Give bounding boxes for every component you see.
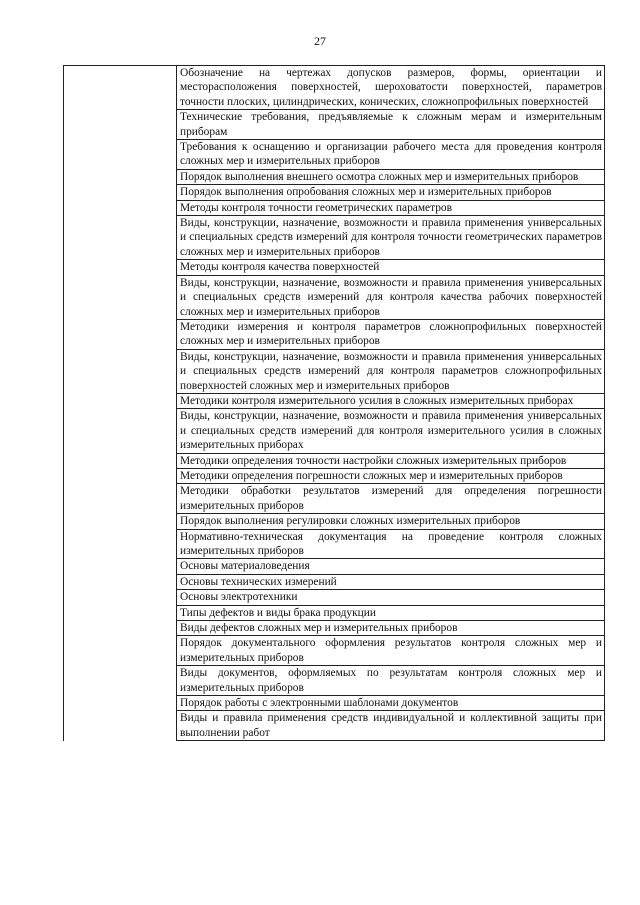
table-cell: Методики контроля измерительного усилия в сложных измерительных приборах	[177, 393, 605, 408]
table-cell: Порядок выполнения внешнего осмотра сложных мер и измерительных приборов	[177, 169, 605, 184]
table-cell: Требования к оснащению и организации рабочего места для проведения контроля сложных мер и измерительных приборов	[177, 140, 605, 170]
table-cell: Порядок работы с электронными шаблонами документов	[177, 696, 605, 711]
table-cell: Виды, конструкции, назначение, возможности и правила применения универсальных и специальных средств измерений для контроля качества рабочих поверхностей сложных мер и измерительных приборов	[177, 275, 605, 319]
table-cell: Методики определения точности настройки сложных измерительных приборов	[177, 453, 605, 468]
table-cell: Методики обработки результатов измерений для определения погрешности измерительных приборов	[177, 484, 605, 514]
table-cell: Основы электротехники	[177, 590, 605, 605]
table-cell: Виды, конструкции, назначение, возможности и правила применения универсальных и специальных средств измерений для контроля измерительного усилия в сложных измерительных приборах	[177, 409, 605, 453]
table-cell: Виды, конструкции, назначение, возможности и правила применения универсальных и специальных средств измерений для контроля точности геометрических параметров сложных мер и измерительных приборов	[177, 216, 605, 260]
table-cell: Методы контроля качества поверхностей	[177, 260, 605, 275]
table-cell: Порядок выполнения опробования сложных мер и измерительных приборов	[177, 185, 605, 200]
table-cell: Методики измерения и контроля параметров сложнопрофильных поверхностей сложных мер и измерительных приборов	[177, 319, 605, 349]
table-cell: Нормативно-техническая документация на проведение контроля сложных измерительных приборов	[177, 529, 605, 559]
table-cell: Обозначение на чертежах допусков размеров, формы, ориентации и месторасположения поверхностей, шероховатости поверхностей, параметров точности плоских, цилиндрических, конических, сложнопрофильных поверхностей	[177, 66, 605, 110]
empty-left-column	[64, 66, 177, 741]
table-cell: Виды дефектов сложных мер и измерительных приборов	[177, 621, 605, 636]
table-cell: Виды документов, оформляемых по результатам контроля сложных мер и измерительных приборов	[177, 666, 605, 696]
table-cell: Виды и правила применения средств индивидуальной и коллективной защиты при выполнении работ	[177, 711, 605, 741]
table-cell: Основы технических измерений	[177, 574, 605, 589]
table-cell: Порядок документального оформления результатов контроля сложных мер и измерительных приборов	[177, 636, 605, 666]
table-cell: Технические требования, предъявляемые к сложным мерам и измерительным приборам	[177, 110, 605, 140]
requirements-table	[63, 65, 605, 741]
table-cell: Порядок выполнения регулировки сложных измерительных приборов	[177, 514, 605, 529]
table-row	[64, 66, 605, 110]
table-cell: Типы дефектов и виды брака продукции	[177, 605, 605, 620]
table-cell: Виды, конструкции, назначение, возможности и правила применения универсальных и специальных средств измерений для контроля параметров сложнопрофильных поверхностей сложных мер и измерительных приборов	[177, 349, 605, 393]
table-cell: Методы контроля точности геометрических параметров	[177, 200, 605, 215]
table-cell: Методики определения погрешности сложных мер и измерительных приборов	[177, 468, 605, 483]
page-number: 27	[314, 34, 326, 48]
table-cell: Основы материаловедения	[177, 559, 605, 574]
